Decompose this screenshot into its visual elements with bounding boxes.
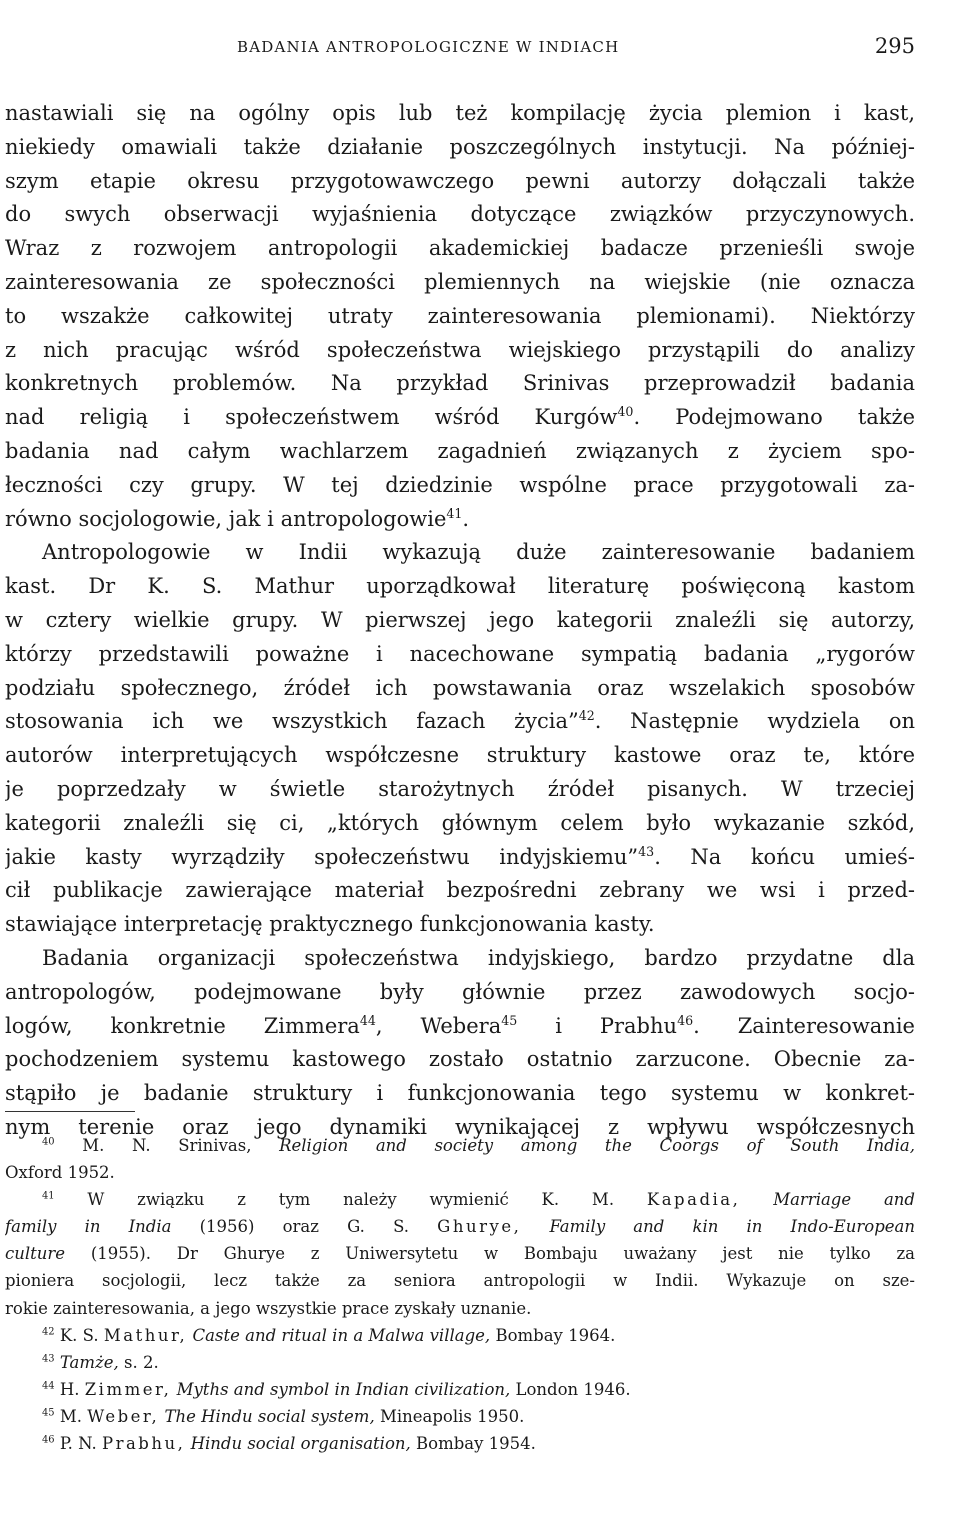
running-title: BADANIA ANTROPOLOGICZNE W INDIACH (237, 38, 620, 56)
text-line: Antropologowie w Indii wykazują duże zainteresowanie badaniem (42, 540, 915, 565)
footnote-44 (5, 1376, 915, 1403)
text-line (5, 401, 915, 435)
text-line: je poprzedzały w świetle starożytnych źródeł pisanych. W trzeciej (5, 776, 915, 801)
footnote-number: 46 (42, 1434, 55, 1446)
footnote-text: s. 2. (124, 1352, 159, 1372)
footnote-line: rokie zainteresowania, a jego wszystkie prace zyskały uznanie. (5, 1298, 532, 1318)
text-line: Badania organizacji społeczeństwa indyjskiego, bardzo przydatne dla (42, 945, 915, 970)
text-line: szym etapie okresu przygotowawczego pewni autorzy dołączali także (5, 168, 915, 193)
text-fragment: . Podejmowano także (633, 405, 915, 430)
text-line: w cztery wielkie grupy. W pierwszej jego kategorii znaleźli się autorzy, (5, 607, 915, 632)
text-fragment: i Prabhu (517, 1013, 678, 1038)
footnote-text: (1956) oraz G. S. (199, 1217, 410, 1237)
text-line: stawiające interpretację praktycznego funkcjonowania kasty. (5, 912, 655, 937)
footnote-title: Tamże, (59, 1352, 119, 1372)
text-fragment: jakie kasty wyrządziły społeczeństwu indyjskiemu” (5, 844, 639, 869)
footnote-45 (5, 1403, 915, 1430)
footnote-title: Religion and society among the Coorgs of South India, (279, 1136, 915, 1155)
text-line: kast. Dr K. S. Mathur uporządkował literaturę poświęconą kastom (5, 574, 915, 599)
footnote-46 (5, 1430, 915, 1457)
footnote-title: Caste and ritual in a Malwa village, (192, 1325, 491, 1345)
footnote-number: 40 (42, 1136, 55, 1148)
text-line: autorów interpretujących współczesne struktury kastowe oraz te, które (5, 743, 915, 768)
footnote-title: family in India (5, 1217, 172, 1237)
footnote-author: Mathur, (103, 1325, 188, 1345)
footnote-ref[interactable]: 40 (617, 404, 634, 420)
footnote-text: Bombay 1964. (495, 1325, 616, 1345)
footnote-ref[interactable]: 43 (638, 843, 655, 859)
footnote-ref[interactable]: 42 (578, 708, 595, 724)
footnote-number: 42 (42, 1326, 55, 1338)
footnote-text: (1955). Dr Ghurye z Uniwersytetu w Bombaju uważany jest nie tylko za (90, 1244, 915, 1264)
footnote-text: Mineapolis 1950. (379, 1406, 525, 1426)
footnote-title: Hindu social organisation, (190, 1434, 411, 1454)
footnote-number: 41 (42, 1190, 55, 1202)
text-fragment: , Webera (375, 1013, 502, 1038)
footnote-text: M. (59, 1406, 82, 1426)
footnote-number: 45 (42, 1407, 55, 1419)
text-line: nym terenie oraz jego dynamiki wynikającej z wpływu współczesnych (5, 1114, 915, 1139)
footnote-author: Zimmer, (84, 1379, 172, 1399)
text-fragment: równo socjologowie, jak i antropologowie (5, 506, 447, 531)
footnote-divider (5, 1111, 135, 1112)
footnote-text: W związku z tym należy wymienić K. M. (87, 1190, 615, 1210)
footnote-ref[interactable]: 44 (359, 1012, 376, 1028)
text-line (5, 503, 915, 537)
footnote-text: H. (59, 1379, 80, 1399)
footnote-line: Oxford 1952. (5, 1163, 115, 1183)
body-text (5, 97, 915, 1145)
footnote-title: Marriage and (773, 1190, 915, 1210)
footnote-number: 44 (42, 1380, 55, 1392)
text-line: badania nad całym wachlarzem zagadnień związanych z życiem spo- (5, 438, 915, 463)
footnote-text: Bombay 1954. (416, 1434, 536, 1454)
text-line: kategorii znaleźli się ci, „których głównym celem było wykazanie szkód, (5, 810, 915, 835)
footnote-title: culture (5, 1244, 66, 1264)
text-fragment: nad religią i społeczeństwem wśród Kurgów (5, 405, 618, 430)
footnote-title: Myths and symbol in Indian civilization, (176, 1379, 511, 1399)
text-fragment: . Następnie wydziela on (594, 709, 915, 734)
footnote-line (5, 1240, 915, 1267)
footnote-text: K. S. (59, 1325, 99, 1345)
text-line: antropologów, podejmowane były głównie przez zawodowych socjo- (5, 979, 915, 1004)
footnote-text: P. N. (59, 1434, 97, 1454)
footnote-42 (5, 1322, 915, 1349)
footnote-43 (5, 1349, 915, 1376)
footnote-line (5, 1213, 915, 1240)
text-line: do swych obserwacji wyjaśnienia dotyczące związków przyczynowych. (5, 202, 915, 227)
footnote-number: 43 (42, 1353, 55, 1365)
text-line: cił publikacje zawierające materiał bezpośredni zebrany we wsi i przed- (5, 878, 915, 903)
running-header (5, 36, 915, 62)
footnote-41 (5, 1186, 915, 1213)
page-number: 295 (874, 34, 915, 58)
text-line: z nich pracując wśród społeczeństwa wiejskiego przystąpili do analizy (5, 337, 915, 362)
text-fragment: . (462, 506, 470, 531)
footnotes (5, 1132, 915, 1457)
footnote-40 (5, 1132, 915, 1159)
text-line: podziału społecznego, źródeł ich powstawania oraz wszelakich sposobów (5, 675, 915, 700)
text-line: niekiedy omawiali także działanie poszczególnych instytucji. Na później- (5, 134, 915, 159)
footnote-line: pioniera socjologii, lecz także za seniora antropologii w Indii. Wykazuje on sze- (5, 1271, 915, 1291)
text-line (5, 1010, 915, 1044)
footnote-author: Kapadia, (646, 1190, 741, 1210)
footnote-ref[interactable]: 46 (677, 1012, 694, 1028)
footnote-title: The Hindu social system, (164, 1406, 375, 1426)
text-line: pochodzeniem systemu kastowego zostało ostatnio zarzucone. Obecnie za- (5, 1047, 915, 1072)
footnote-ref[interactable]: 41 (446, 505, 463, 521)
text-line (5, 705, 915, 739)
text-line: nastawiali się na ogólny opis lub też kompilację życia plemion i kast, (5, 101, 915, 125)
text-line: stąpiło je badanie struktury i funkcjonowania tego systemu w konkret- (5, 1081, 915, 1106)
text-line: Wraz z rozwojem antropologii akademickiej badacze przenieśli swoje (5, 236, 915, 261)
text-line: którzy przedstawili poważne i nacechowane sympatią badania „rygorów (5, 641, 915, 666)
text-fragment: logów, konkretnie Zimmera (5, 1013, 360, 1038)
text-fragment: . Na końcu umieś- (654, 844, 915, 869)
footnote-author: M. N. Srinivas, (82, 1136, 252, 1155)
text-fragment: stosowania ich we wszystkich fazach życia” (5, 709, 579, 734)
footnote-text: London 1946. (515, 1379, 631, 1399)
footnote-title: Family and kin in Indo-European (549, 1217, 915, 1237)
footnote-author: Prabhu, (101, 1434, 186, 1454)
text-line: to wszakże całkowitej utraty zainteresowania plemionami). Niektórzy (5, 303, 915, 328)
footnote-author: Weber, (87, 1406, 160, 1426)
text-line: zainteresowania ze społeczności plemiennych na wiejskie (nie oznacza (5, 269, 915, 294)
footnote-ref[interactable]: 45 (501, 1012, 518, 1028)
text-line: konkretnych problemów. Na przykład Srinivas przeprowadził badania (5, 371, 915, 396)
text-line (5, 841, 915, 875)
text-line: łeczności czy grupy. W tej dziedzinie wspólne prace przygotowali za- (5, 472, 915, 497)
footnote-author: Ghurye, (437, 1217, 522, 1237)
text-fragment: . Zainteresowanie (693, 1013, 915, 1038)
